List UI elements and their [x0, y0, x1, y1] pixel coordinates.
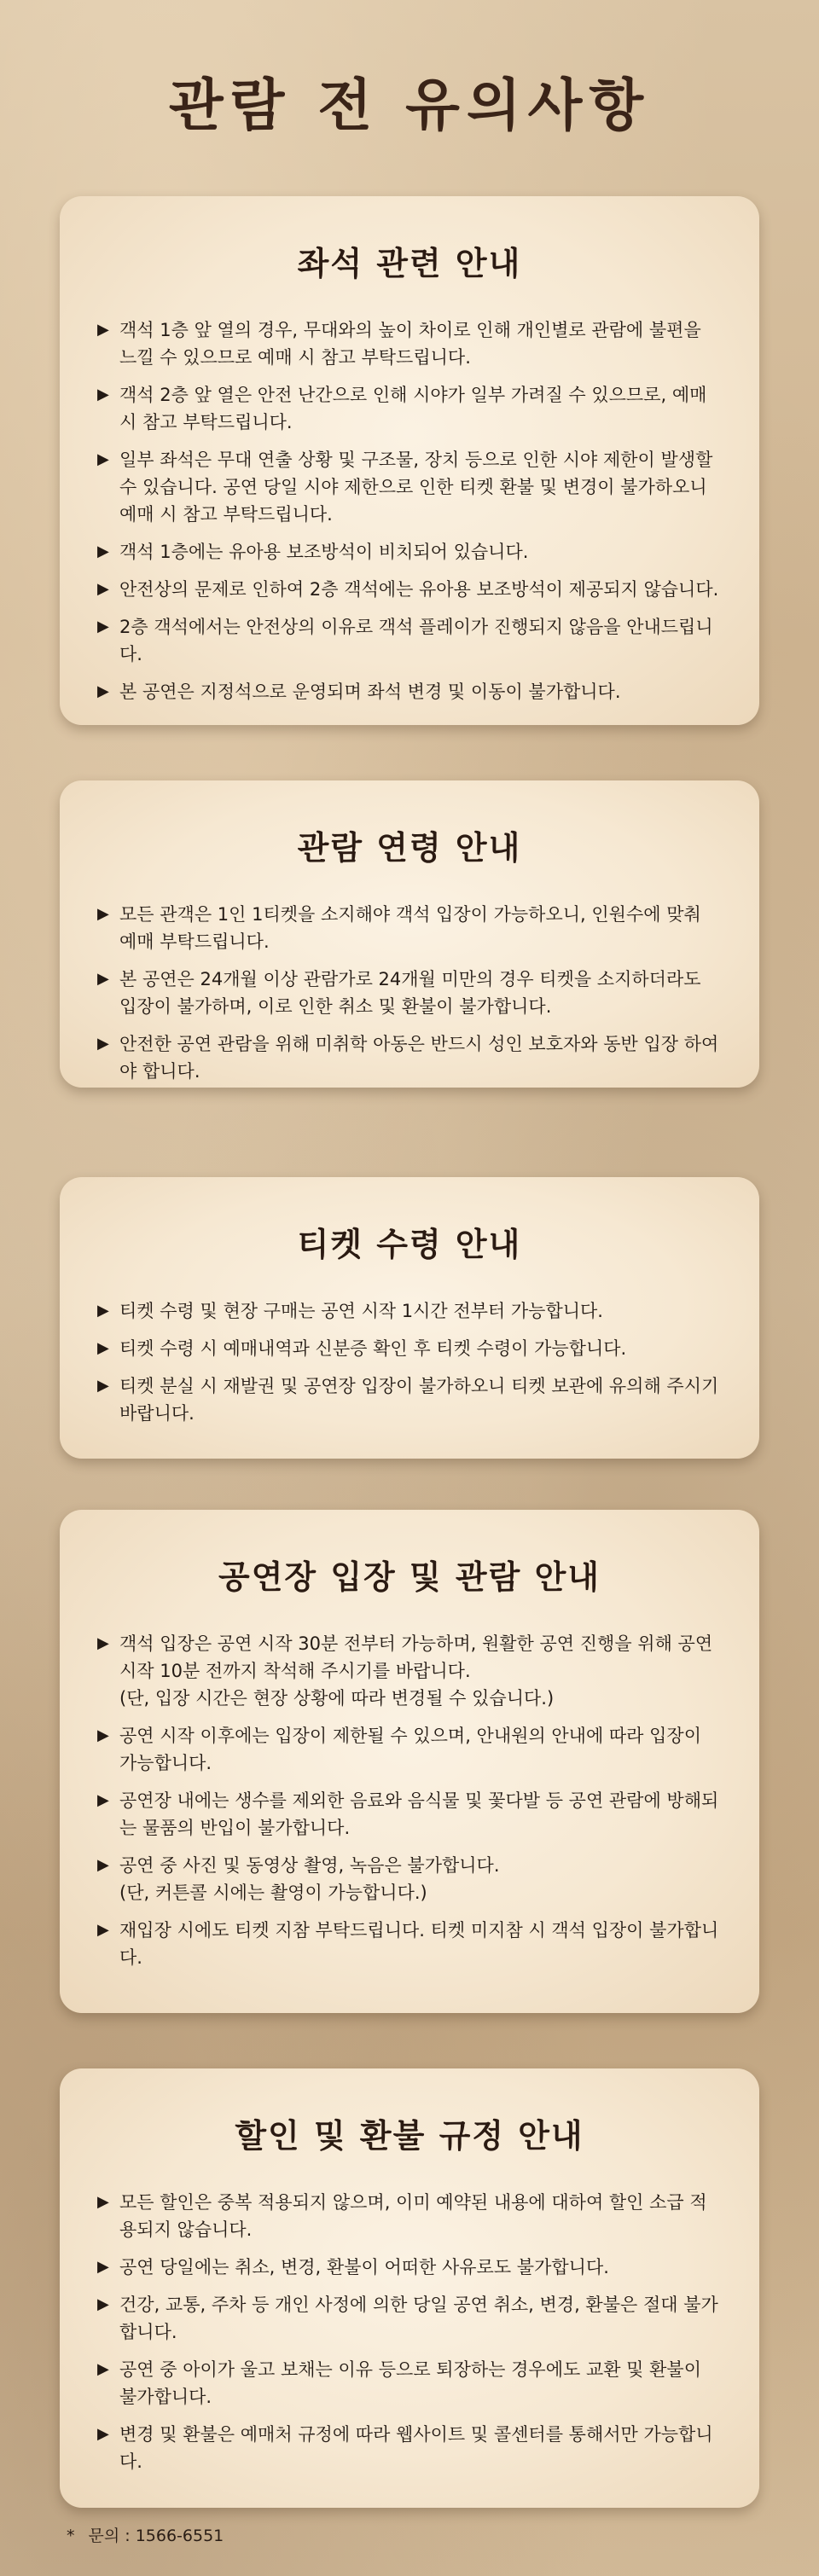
arrow-right-icon: ▶	[97, 1339, 109, 1357]
notice-item: ▶ 변경 및 환불은 예매처 규정에 따라 웹사이트 및 콜센터를 통해서만 가능합니다.	[97, 2421, 722, 2475]
arrow-right-icon: ▶	[97, 2425, 109, 2443]
arrow-right-icon: ▶	[97, 542, 109, 560]
arrow-right-icon: ▶	[97, 682, 109, 700]
section-seating	[60, 196, 759, 725]
arrow-right-icon: ▶	[97, 1634, 109, 1652]
notice-item: ▶ 일부 좌석은 무대 연출 상황 및 구조물, 장치 등으로 인한 시야 제한이 발생할 수 있습니다. 공연 당일 시야 제한으로 인한 티켓 환불 및 변경이 불가하오니 예매 시 참고 부탁드립니다.	[97, 446, 722, 528]
notice-item: ▶ 2층 객석에서는 안전상의 이유로 객석 플레이가 진행되지 않음을 안내드립니다.	[97, 613, 722, 668]
arrow-right-icon: ▶	[97, 1377, 109, 1395]
arrow-right-icon: ▶	[97, 580, 109, 598]
arrow-right-icon: ▶	[97, 321, 109, 339]
notice-list	[97, 1297, 722, 1427]
notice-list	[97, 901, 722, 1085]
arrow-right-icon: ▶	[97, 1921, 109, 1939]
notice-note: (단, 커튼콜 시에는 촬영이 가능합니다.)	[119, 1883, 427, 1903]
section-entry	[60, 1510, 759, 2013]
arrow-right-icon: ▶	[97, 970, 109, 988]
notice-item: ▶ 본 공연은 24개월 이상 관람가로 24개월 미만의 경우 티켓을 소지하더라도 입장이 불가하며, 이로 인한 취소 및 환불이 불가합니다.	[97, 966, 722, 1020]
arrow-right-icon: ▶	[97, 1035, 109, 1053]
notice-list	[97, 2189, 722, 2475]
arrow-right-icon: ▶	[97, 450, 109, 468]
asterisk-mark: *	[67, 2527, 75, 2545]
section-heading: 좌석 관련 안내	[297, 245, 522, 282]
notice-item: ▶ 안전상의 문제로 인하여 2층 객석에는 유아용 보조방석이 제공되지 않습니다.	[97, 576, 722, 603]
notice-list	[97, 1630, 722, 1971]
notice-item: ▶ 모든 관객은 1인 1티켓을 소지해야 객석 입장이 가능하오니, 인원수에 맞춰 예매 부탁드립니다.	[97, 901, 722, 955]
notice-item: ▶ 공연 중 아이가 울고 보채는 이유 등으로 퇴장하는 경우에도 교환 및 환불이 불가합니다.	[97, 2356, 722, 2411]
arrow-right-icon: ▶	[97, 618, 109, 635]
section-refund	[60, 2068, 759, 2508]
notice-item: ▶ 티켓 수령 및 현장 구매는 공연 시작 1시간 전부터 가능합니다.	[97, 1297, 722, 1325]
notice-item: ▶ 공연장 내에는 생수를 제외한 음료와 음식물 및 꽃다발 등 공연 관람에 방해되는 물품의 반입이 불가합니다.	[97, 1787, 722, 1842]
arrow-right-icon: ▶	[97, 1726, 109, 1744]
notice-item: ▶ 안전한 공연 관람을 위해 미취학 아동은 반드시 성인 보호자와 동반 입장 하여야 합니다.	[97, 1030, 722, 1085]
section-heading: 관람 연령 안내	[297, 829, 522, 867]
arrow-right-icon: ▶	[97, 2360, 109, 2378]
notice-item: ▶ 공연 시작 이후에는 입장이 제한될 수 있으며, 안내원의 안내에 따라 입장이 가능합니다.	[97, 1722, 722, 1777]
arrow-right-icon: ▶	[97, 386, 109, 403]
notice-item: ▶ 본 공연은 지정석으로 운영되며 좌석 변경 및 이동이 불가합니다.	[97, 678, 722, 705]
section-age	[60, 780, 759, 1088]
notice-item: ▶ 객석 1층 앞 열의 경우, 무대와의 높이 차이로 인해 개인별로 관람에 불편을 느낄 수 있으므로 예매 시 참고 부탁드립니다.	[97, 316, 722, 371]
notice-item: ▶ 객석 2층 앞 열은 안전 난간으로 인해 시야가 일부 가려질 수 있으므로, 예매 시 참고 부탁드립니다.	[97, 381, 722, 436]
notice-item: ▶ 티켓 분실 시 재발권 및 공연장 입장이 불가하오니 티켓 보관에 유의해 주시기 바랍니다.	[97, 1372, 722, 1427]
notice-item: ▶ 공연 중 사진 및 동영상 촬영, 녹음은 불가합니다. (단, 커튼콜 시에는 촬영이 가능합니다.)	[97, 1852, 722, 1906]
arrow-right-icon: ▶	[97, 905, 109, 923]
arrow-right-icon: ▶	[97, 1791, 109, 1809]
arrow-right-icon: ▶	[97, 2258, 109, 2276]
arrow-right-icon: ▶	[97, 2295, 109, 2313]
notice-item: ▶ 객석 입장은 공연 시작 30분 전부터 가능하며, 원활한 공연 진행을 위해 공연 시작 10분 전까지 착석해 주시기를 바랍니다. (단, 입장 시간은 현장 상황에 따라 변경될 수 있습니다.)	[97, 1630, 722, 1712]
notice-item: ▶ 모든 할인은 중복 적용되지 않으며, 이미 예약된 내용에 대하여 할인 소급 적용되지 않습니다.	[97, 2189, 722, 2243]
arrow-right-icon: ▶	[97, 1856, 109, 1874]
contact-phone: 문의 : 1566-6551	[88, 2527, 224, 2545]
page-title: 관람 전 유의사항	[168, 73, 651, 138]
section-heading: 티켓 수령 안내	[297, 1226, 522, 1263]
section-heading: 공연장 입장 및 관람 안내	[218, 1558, 601, 1596]
notice-item: ▶ 객석 1층에는 유아용 보조방석이 비치되어 있습니다.	[97, 538, 722, 566]
section-ticket	[60, 1177, 759, 1459]
notice-item: ▶ 공연 당일에는 취소, 변경, 환불이 어떠한 사유로도 불가합니다.	[97, 2254, 722, 2281]
arrow-right-icon: ▶	[97, 2193, 109, 2211]
notice-item: ▶ 티켓 수령 시 예매내역과 신분증 확인 후 티켓 수령이 가능합니다.	[97, 1335, 722, 1362]
notice-item: ▶ 건강, 교통, 주차 등 개인 사정에 의한 당일 공연 취소, 변경, 환불은 절대 불가합니다.	[97, 2291, 722, 2346]
notice-list	[97, 316, 722, 705]
section-heading: 할인 및 환불 규정 안내	[235, 2117, 584, 2155]
notice-item: ▶ 재입장 시에도 티켓 지참 부탁드립니다. 티켓 미지참 시 객석 입장이 불가합니다.	[97, 1917, 722, 1971]
contact-info	[67, 2523, 224, 2546]
notice-note: (단, 입장 시간은 현장 상황에 따라 변경될 수 있습니다.)	[119, 1688, 555, 1709]
arrow-right-icon: ▶	[97, 1302, 109, 1320]
